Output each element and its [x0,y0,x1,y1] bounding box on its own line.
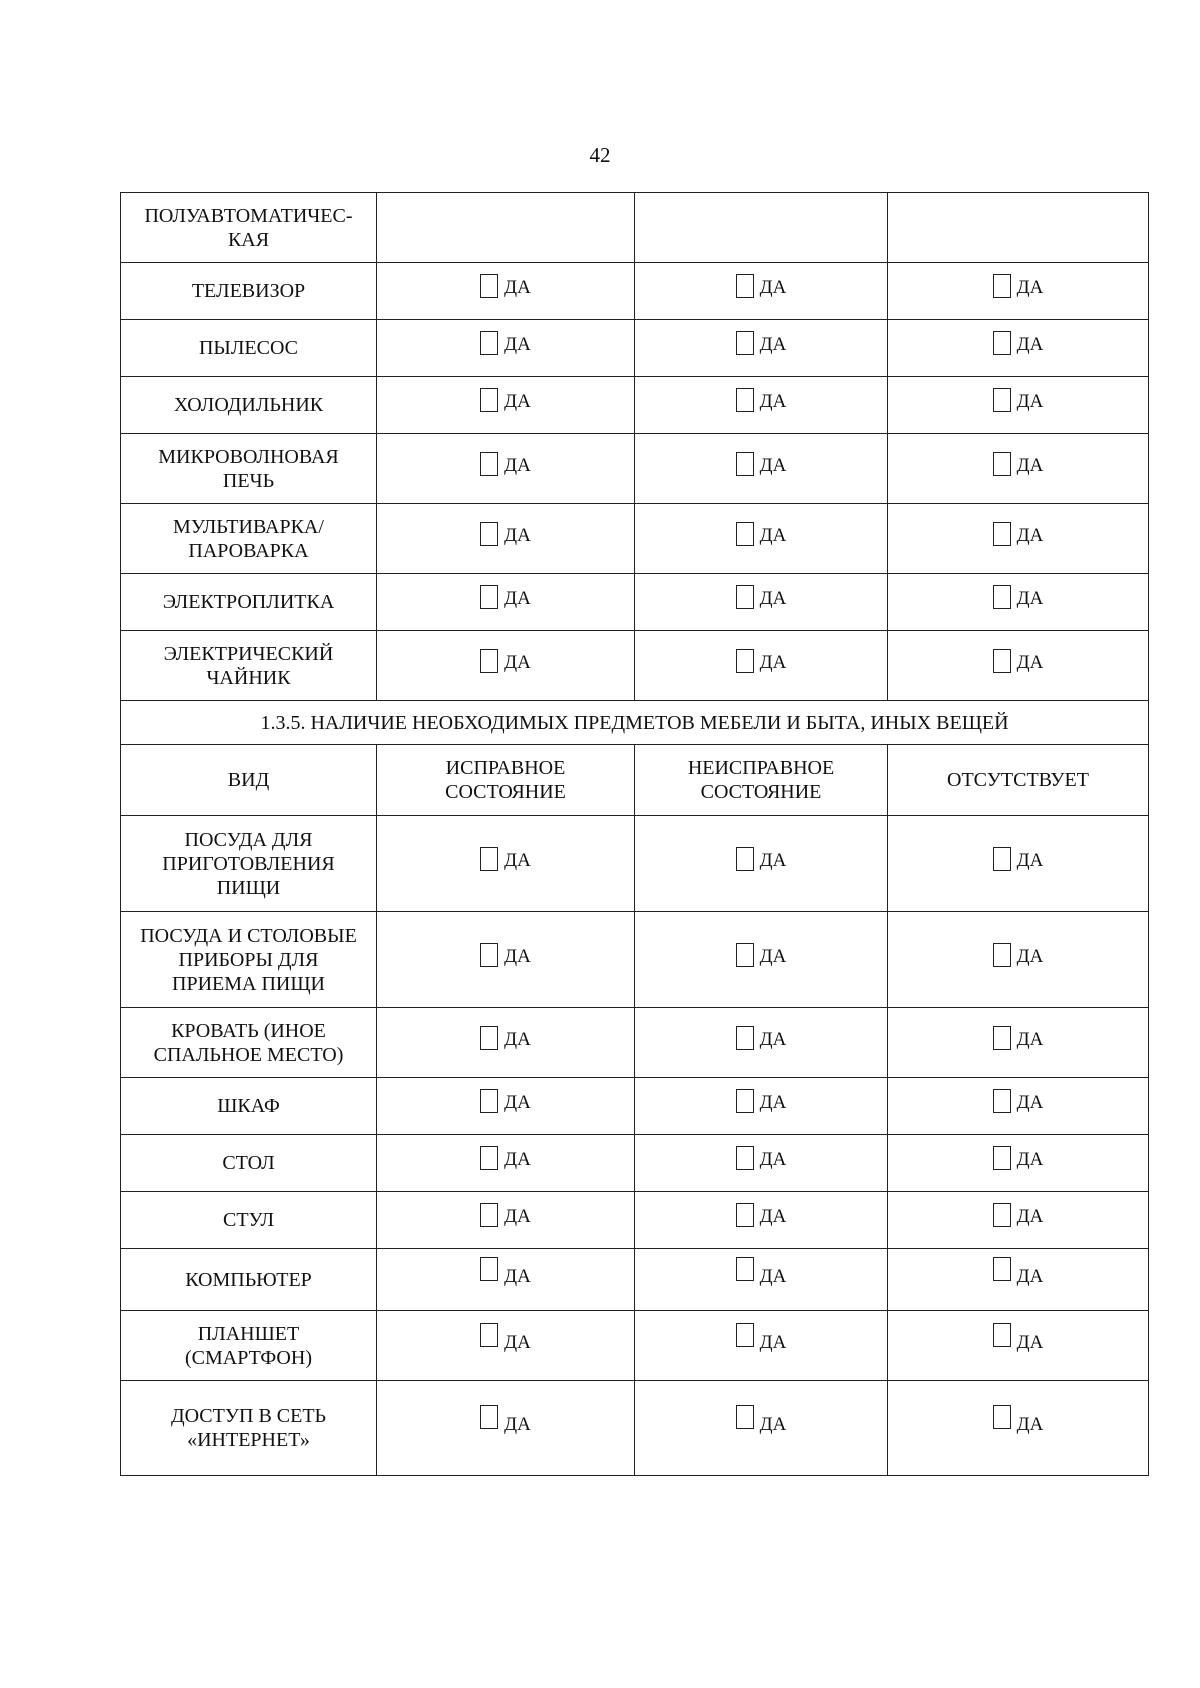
item-label [121,1381,377,1476]
checkbox-label: ДА [759,1149,787,1170]
column-header-line: СОСТОЯНИЕ [700,781,822,803]
table-row [121,1381,1149,1476]
checkbox-label: ДА [759,1414,787,1435]
checkbox-option[interactable] [736,333,787,357]
item-label-line: ПЫЛЕСОС [198,337,299,359]
checkbox[interactable] [993,1026,1011,1050]
checkbox-option[interactable] [993,390,1044,414]
table-row [121,1249,1149,1311]
checkbox-label: ДА [759,1206,787,1227]
checkbox-option[interactable] [736,390,787,414]
checkbox-label: ДА [1016,651,1044,673]
checkbox-label: ДА [504,334,531,355]
checkbox[interactable] [736,274,754,298]
table-row [121,1135,1149,1192]
checkbox[interactable] [480,331,498,355]
empty-cell [377,193,635,263]
checkbox-cell [888,816,1149,912]
item-label-line: ПИЩИ [216,876,281,899]
column-header-line: ИСПРАВНОЕ [445,757,566,779]
item-label [121,434,377,504]
item-label-line: КОМПЬЮТЕР [185,1268,312,1291]
checkbox-cell [635,1249,888,1311]
checkbox-label: ДА [759,1265,787,1287]
checkbox-label: ДА [504,1028,531,1050]
checkbox-option[interactable] [736,1028,787,1052]
checkbox-cell [888,574,1149,631]
checkbox-cell [635,1311,888,1381]
checkbox-option[interactable] [993,1148,1044,1172]
checkbox-label: ДА [504,277,531,298]
item-label [121,263,377,320]
checkbox-option[interactable] [480,1148,531,1172]
item-label-line: ПЕЧЬ [222,469,275,492]
checkbox-cell [377,1135,635,1192]
checkbox-label: ДА [504,1206,531,1227]
checkbox-option[interactable] [736,1091,787,1115]
checkbox-label: ДА [759,1331,787,1353]
checkbox[interactable] [480,1026,498,1050]
checkbox-cell [377,1311,635,1381]
checkbox-cell [888,912,1149,1008]
checkbox-cell [635,816,888,912]
checkbox-cell [377,504,635,574]
checkbox[interactable] [993,388,1011,412]
empty-cell [888,193,1149,263]
checkbox-option[interactable] [480,1331,531,1355]
checkbox-option[interactable] [736,454,787,478]
checkbox-cell [888,377,1149,434]
table-row [121,631,1149,701]
checkbox[interactable] [993,1146,1011,1170]
checkbox-option[interactable] [736,1331,787,1355]
checkbox-cell [377,263,635,320]
appliances-section [121,193,1149,701]
checkbox-cell [635,504,888,574]
checkbox-cell [888,1381,1149,1476]
item-label [121,504,377,574]
checkbox-cell [377,1381,635,1476]
checkbox-cell [635,1135,888,1192]
header-row [121,745,1149,816]
checkbox[interactable] [480,388,498,412]
checkbox[interactable] [480,1146,498,1170]
item-label-line: МУЛЬТИВАРКА/ [173,515,324,538]
section-title-row [121,701,1149,745]
appliances-form-table [120,192,1149,1476]
column-header [377,745,635,816]
checkbox-option[interactable] [993,1331,1044,1355]
checkbox-cell [888,434,1149,504]
checkbox-option[interactable] [993,1205,1044,1229]
table-row [121,1008,1149,1078]
checkbox[interactable] [736,1026,754,1050]
item-label [121,912,377,1008]
checkbox[interactable] [480,1203,498,1227]
checkbox-label: ДА [1016,1331,1044,1353]
column-header-line: ОТСУТСТВУЕТ [947,769,1089,791]
checkbox[interactable] [480,274,498,298]
checkbox[interactable] [736,1089,754,1113]
checkbox-cell [635,263,888,320]
item-label [121,1192,377,1249]
checkbox[interactable] [736,649,754,673]
checkbox-option[interactable] [993,1028,1044,1052]
checkbox-label: ДА [759,391,787,412]
checkbox-label: ДА [759,945,787,967]
checkbox[interactable] [480,522,498,546]
checkbox[interactable] [480,1089,498,1113]
table-row [121,816,1149,912]
item-label-line: ДОСТУП В СЕТЬ [170,1405,327,1427]
item-label [121,574,377,631]
checkbox-cell [888,1311,1149,1381]
checkbox-option[interactable] [480,651,531,675]
checkbox-label: ДА [504,1149,531,1170]
checkbox-label: ДА [504,1092,531,1113]
item-label-line: ПРИЕМА ПИЩИ [172,972,325,995]
item-label-line: ПОЛУАВТОМАТИЧЕС- [144,204,353,227]
checkbox-option[interactable] [480,333,531,357]
item-label-line: ХОЛОДИЛЬНИК [173,394,324,416]
checkbox-option[interactable] [480,390,531,414]
checkbox-label: ДА [504,651,531,673]
checkbox-option[interactable] [736,1413,787,1437]
item-label [121,193,377,263]
checkbox-label: ДА [1016,1414,1044,1435]
checkbox-option[interactable] [480,454,531,478]
checkbox-label: ДА [1016,849,1044,871]
checkbox[interactable] [993,1323,1011,1347]
page-number: 42 [589,143,611,167]
item-label-line: ПОСУДА И СТОЛОВЫЕ [140,924,357,947]
checkbox-label: ДА [504,849,531,871]
checkbox-cell [377,1008,635,1078]
furniture-section [121,816,1149,1476]
checkbox-cell [635,912,888,1008]
checkbox-cell [635,1381,888,1476]
item-label-line: СТУЛ [222,1209,275,1231]
item-label-line: ЭЛЕКТРОПЛИТКА [162,591,335,613]
checkbox[interactable] [480,847,498,871]
checkbox[interactable] [480,452,498,476]
item-label-line: ПРИГОТОВЛЕНИЯ [162,852,335,875]
checkbox-option[interactable] [993,276,1044,300]
checkbox-option[interactable] [480,276,531,300]
checkbox[interactable] [993,331,1011,355]
checkbox-option[interactable] [480,587,531,611]
checkbox-option[interactable] [736,587,787,611]
checkbox-label: ДА [1016,277,1044,298]
checkbox[interactable] [993,522,1011,546]
checkbox[interactable] [736,331,754,355]
section-title-body [121,701,1149,816]
checkbox[interactable] [480,649,498,673]
checkbox-option[interactable] [480,849,531,873]
checkbox-option[interactable] [736,651,787,675]
checkbox-label: ДА [504,1414,531,1435]
checkbox-option[interactable] [993,651,1044,675]
column-header-line: СОСТОЯНИЕ [445,781,566,803]
checkbox-label: ДА [759,277,787,298]
checkbox-label: ДА [759,651,787,673]
checkbox[interactable] [993,452,1011,476]
item-label [121,1249,377,1311]
item-label [121,816,377,912]
checkbox[interactable] [736,522,754,546]
item-label [121,320,377,377]
checkbox[interactable] [993,1089,1011,1113]
checkbox-label: ДА [1016,588,1044,609]
item-label-line: ЧАЙНИК [206,666,291,689]
table-row [121,504,1149,574]
checkbox[interactable] [993,649,1011,673]
table-row [121,434,1149,504]
checkbox-cell [888,1135,1149,1192]
checkbox-label: ДА [1016,1149,1044,1170]
checkbox-label: ДА [1016,334,1044,355]
checkbox-cell [635,631,888,701]
checkbox-label: ДА [1016,945,1044,967]
item-label-line: КАЯ [227,228,270,251]
checkbox-cell [635,377,888,434]
table-row [121,377,1149,434]
table-row [121,1192,1149,1249]
checkbox-option[interactable] [736,524,787,548]
checkbox-option[interactable] [993,849,1044,873]
item-label-line: «ИНТЕРНЕТ» [187,1429,310,1451]
checkbox-label: ДА [1016,1028,1044,1050]
checkbox-option[interactable] [736,849,787,873]
checkbox-cell [377,816,635,912]
checkbox-option[interactable] [993,1091,1044,1115]
checkbox-label: ДА [759,588,787,609]
checkbox-cell [377,574,635,631]
item-label [121,631,377,701]
checkbox-label: ДА [1016,454,1044,476]
checkbox-label: ДА [1016,391,1044,412]
checkbox-label: ДА [759,1028,787,1050]
item-label-line: ПОСУДА ДЛЯ [184,828,313,851]
checkbox-cell [888,504,1149,574]
checkbox[interactable] [993,1405,1011,1429]
checkbox-option[interactable] [993,1265,1044,1289]
checkbox-cell [635,434,888,504]
checkbox-label: ДА [759,454,787,476]
item-label-line: СПАЛЬНОЕ МЕСТО) [153,1043,344,1066]
checkbox-cell [888,320,1149,377]
item-label [121,1135,377,1192]
checkbox-label: ДА [1016,1092,1044,1113]
empty-cell [635,193,888,263]
checkbox-cell [377,434,635,504]
checkbox-cell [888,631,1149,701]
checkbox[interactable] [480,943,498,967]
checkbox-option[interactable] [736,1205,787,1229]
checkbox-option[interactable] [993,1413,1044,1437]
checkbox-cell [635,574,888,631]
checkbox[interactable] [736,1203,754,1227]
checkbox-cell [635,1192,888,1249]
checkbox-cell [635,1008,888,1078]
item-label-line: ТЕЛЕВИЗОР [191,280,306,302]
checkbox[interactable] [993,847,1011,871]
item-label [121,377,377,434]
checkbox-cell [377,912,635,1008]
checkbox[interactable] [736,452,754,476]
checkbox-option[interactable] [993,524,1044,548]
checkbox-label: ДА [759,334,787,355]
checkbox-cell [888,1008,1149,1078]
checkbox[interactable] [480,1405,498,1429]
column-header-line: ВИД [227,769,270,791]
table-row [121,574,1149,631]
item-label-line: КРОВАТЬ (ИНОЕ [171,1019,326,1042]
checkbox[interactable] [480,1257,498,1281]
column-header [635,745,888,816]
table-row [121,193,1149,263]
table-row [121,263,1149,320]
checkbox-cell [888,263,1149,320]
checkbox-cell [377,377,635,434]
item-label-line: ПАРОВАРКА [188,539,309,562]
checkbox-label: ДА [759,1092,787,1113]
checkbox-cell [377,1078,635,1135]
checkbox[interactable] [993,943,1011,967]
checkbox-option[interactable] [993,454,1044,478]
checkbox-label: ДА [504,391,531,412]
checkbox-label: ДА [504,1265,531,1287]
column-header [888,745,1149,816]
table-row [121,320,1149,377]
checkbox-option[interactable] [480,1265,531,1289]
checkbox-label: ДА [504,524,531,546]
item-label [121,1311,377,1381]
table-row [121,912,1149,1008]
checkbox-cell [377,631,635,701]
item-label-line: ЭЛЕКТРИЧЕСКИЙ [163,642,334,665]
checkbox-label: ДА [1016,524,1044,546]
checkbox-label: ДА [504,454,531,476]
checkbox[interactable] [736,943,754,967]
item-label-line: МИКРОВОЛНОВАЯ [158,445,339,468]
item-label [121,1078,377,1135]
checkbox-option[interactable] [736,276,787,300]
item-label-line: ШКАФ [217,1095,280,1117]
checkbox[interactable] [736,1323,754,1347]
checkbox-option[interactable] [480,945,531,969]
checkbox[interactable] [736,1257,754,1281]
checkbox[interactable] [993,1257,1011,1281]
checkbox-option[interactable] [480,1091,531,1115]
checkbox-cell [635,320,888,377]
checkbox[interactable] [993,585,1011,609]
checkbox-cell [377,320,635,377]
checkbox-cell [888,1192,1149,1249]
checkbox-option[interactable] [480,1205,531,1229]
checkbox-label: ДА [504,1331,531,1353]
checkbox-cell [635,1078,888,1135]
checkbox-cell [888,1078,1149,1135]
checkbox-option[interactable] [480,1028,531,1052]
checkbox-label: ДА [504,588,531,609]
checkbox-option[interactable] [993,587,1044,611]
checkbox-option[interactable] [736,1265,787,1289]
checkbox-option[interactable] [993,945,1044,969]
checkbox-cell [377,1192,635,1249]
item-label-line: ПРИБОРЫ ДЛЯ [178,948,319,971]
checkbox-label: ДА [1016,1265,1044,1287]
checkbox-option[interactable] [480,524,531,548]
checkbox[interactable] [736,1146,754,1170]
checkbox[interactable] [480,585,498,609]
checkbox[interactable] [736,1405,754,1429]
checkbox-label: ДА [504,945,531,967]
checkbox-label: ДА [759,849,787,871]
checkbox[interactable] [993,274,1011,298]
table-row [121,1078,1149,1135]
column-header-line: НЕИСПРАВНОЕ [687,757,835,779]
checkbox[interactable] [736,388,754,412]
checkbox-cell [888,1249,1149,1311]
checkbox-label: ДА [759,524,787,546]
checkbox-option[interactable] [480,1413,531,1437]
checkbox-option[interactable] [993,333,1044,357]
section-title: 1.3.5. НАЛИЧИЕ НЕОБХОДИМЫХ ПРЕДМЕТОВ МЕБЕЛИ И БЫТА, ИНЫХ ВЕЩЕЙ [121,701,1149,745]
item-label [121,1008,377,1078]
checkbox[interactable] [736,585,754,609]
table-row [121,1311,1149,1381]
checkbox-option[interactable] [736,1148,787,1172]
column-header [121,745,377,816]
item-label-line: СТОЛ [222,1152,275,1174]
checkbox[interactable] [480,1323,498,1347]
checkbox-cell [377,1249,635,1311]
checkbox-option[interactable] [736,945,787,969]
item-label-line: ПЛАНШЕТ [197,1322,300,1345]
checkbox[interactable] [993,1203,1011,1227]
checkbox[interactable] [736,847,754,871]
item-label-line: (СМАРТФОН) [185,1346,312,1369]
checkbox-label: ДА [1016,1206,1044,1227]
